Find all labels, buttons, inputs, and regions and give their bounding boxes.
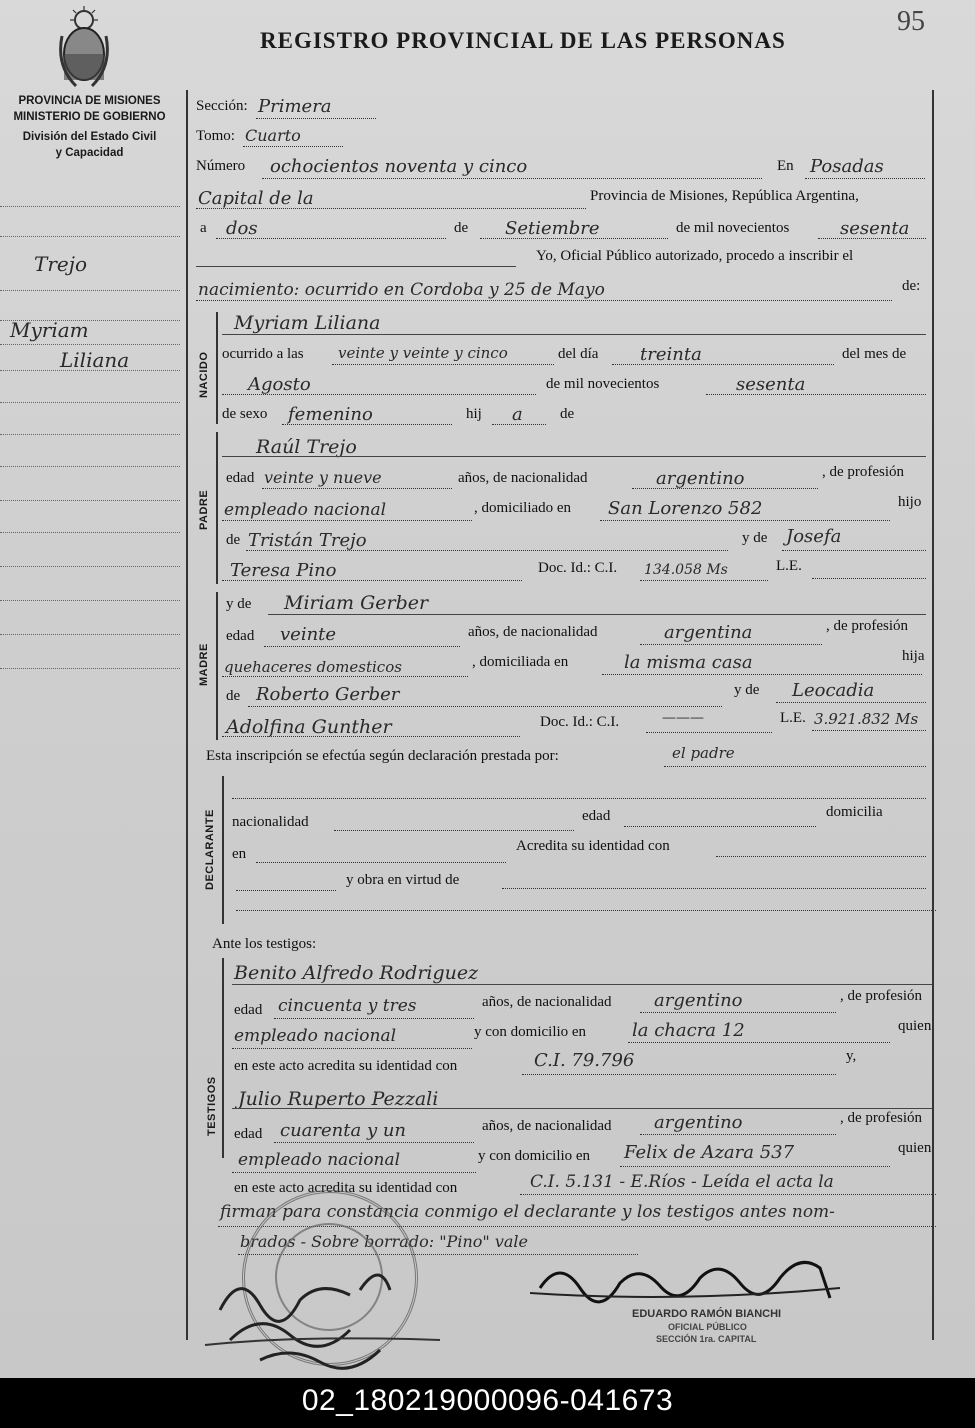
nacido-dia-value: treinta (640, 344, 702, 365)
testigo-1-quien: quien (898, 1018, 932, 1034)
madre-doc-label: Doc. Id.: C.I. (540, 714, 620, 730)
declarante-domicilia-label: domicilia (826, 804, 883, 820)
declarante-intro-value: el padre (672, 744, 735, 762)
testigo-2-nac-label: años, de nacionalidad (482, 1118, 612, 1134)
margin-line (0, 236, 180, 237)
margin-line (0, 566, 180, 567)
padre-doc-line (640, 580, 768, 581)
org-capacity: y Capacidad (55, 147, 124, 159)
del-dia-label: del día (558, 346, 599, 362)
madre-name: Miriam Gerber (284, 592, 429, 614)
testigo-2-nac: argentino (654, 1112, 743, 1133)
declarante-en-label: en (232, 846, 247, 862)
testigo-2-edad-label: edad (234, 1126, 263, 1142)
en-line (805, 178, 925, 179)
margin-line (0, 434, 180, 435)
padre-father-value: Tristán Trejo (248, 530, 367, 551)
padre-mother-line-1 (782, 550, 926, 551)
hora-value: veinte y veinte y cinco (338, 344, 508, 362)
testigo-2-doc-line (520, 1194, 936, 1195)
madre-prof-line (222, 676, 468, 677)
nacido-name: Myriam Liliana (234, 312, 381, 334)
margin-given-name-2: Liliana (60, 348, 130, 372)
provincia-text: Provincia de Misiones, República Argentina, (590, 188, 859, 204)
declarante-edad-label: edad (582, 808, 611, 824)
nacido-de-label: de (560, 406, 575, 422)
testigos-tab: TESTIGOS (206, 1076, 218, 1136)
declarante-obra-line (502, 888, 926, 889)
madre-y-de-label: y de (226, 596, 252, 612)
testigo-2-acredita-label: en este acto acredita su identidad con (234, 1180, 458, 1196)
margin-line (0, 532, 180, 533)
testigo-1-prof-label: , de profesión (840, 988, 923, 1004)
official-stamp-title: OFICIAL PÚBLICO (668, 1322, 747, 1332)
padre-mother-line-2 (222, 580, 522, 581)
madre-y-de2-label: y de (734, 682, 760, 698)
de-colon: de: (902, 278, 921, 294)
declarante-extra-line (236, 910, 936, 911)
madre-mother-value-1: Leocadia (792, 680, 875, 701)
padre-edad-label: edad (226, 470, 255, 486)
padre-y-de-label: y de (742, 530, 768, 546)
tomo-value: Cuarto (245, 126, 301, 145)
madre-le-label: L.E. (780, 710, 806, 726)
closing-line-2: brados - Sobre borrado: "Pino" vale (240, 1232, 528, 1251)
page-number: 95 (897, 6, 925, 37)
acto-line (196, 300, 892, 301)
padre-dom-value: San Lorenzo 582 (608, 498, 763, 519)
padre-edad-line (262, 488, 452, 489)
padre-tab: PADRE (198, 489, 210, 530)
padre-father-line (246, 550, 728, 551)
en-value: Posadas (810, 156, 884, 177)
hora-line (332, 364, 554, 365)
padre-nac-label: años, de nacionalidad (458, 470, 588, 486)
declarante-en-line (256, 862, 506, 863)
seccion-label: Sección: (196, 98, 248, 114)
testigo-2-nac-line (640, 1134, 836, 1135)
sexo-value: femenino (288, 404, 373, 425)
madre-mother-line-2 (222, 736, 520, 737)
nacido-name-line (222, 334, 926, 335)
testigo-1-name-line (232, 984, 932, 985)
margin-line (0, 290, 180, 291)
declarante-obra-pre-line (236, 890, 336, 891)
testigo-2-edad: cuarenta y un (280, 1120, 407, 1141)
official-stamp-name: EDUARDO RAMÓN BIANCHI (632, 1308, 782, 1320)
dia-value: dos (226, 218, 258, 239)
page-title: REGISTRO PROVINCIAL DE LAS PERSONAS (260, 28, 786, 53)
testigo-1-dom: la chacra 12 (632, 1020, 745, 1041)
mes-line (480, 238, 668, 239)
testigo-1-nac-line (640, 1012, 836, 1013)
acto-value: nacimiento: ocurrido en Cordoba y 25 de Mayo (198, 280, 605, 300)
testigo-1-dom-label: y con domicilio en (474, 1024, 587, 1040)
capital-line (196, 208, 586, 209)
declarante-nac-label: nacionalidad (232, 814, 309, 830)
blank-line (196, 266, 516, 267)
madre-doc-line (646, 732, 772, 733)
padre-name: Raúl Trejo (256, 436, 357, 458)
testigo-2-quien: quien (898, 1140, 932, 1156)
testigo-1-prof-line (232, 1048, 472, 1049)
padre-bracket (216, 432, 218, 584)
nacido-bracket (216, 312, 218, 424)
madre-nac-value: argentina (664, 622, 753, 643)
margin-line (0, 668, 180, 669)
declarante-intro: Esta inscripción se efectúa según declaración prestada por: (206, 748, 559, 764)
testigo-2-edad-line (274, 1142, 474, 1143)
madre-edad-label: edad (226, 628, 255, 644)
testigo-1-y: y, (846, 1048, 857, 1064)
hij-label: hij (466, 406, 482, 422)
org-division: División del Estado Civil (22, 131, 157, 143)
capital-value: Capital de la (198, 188, 314, 209)
hij-line (492, 424, 546, 425)
padre-prof-line (222, 520, 472, 521)
mil-text: de mil novecientos (676, 220, 790, 236)
margin-line (0, 344, 180, 345)
padre-doc-label: Doc. Id.: C.I. (538, 560, 618, 576)
testigo-1-doc: C.I. 79.796 (534, 1050, 635, 1071)
sexo-line (282, 424, 452, 425)
document-code: 02_180219000096-041673 (301, 1384, 674, 1417)
padre-dom-label: , domiciliado en (474, 500, 572, 516)
numero-label: Número (196, 158, 246, 174)
padre-name-line (222, 456, 926, 457)
padre-dom-line (600, 520, 890, 521)
testigos-intro: Ante los testigos: (212, 936, 317, 952)
testigo-1-nac-label: años, de nacionalidad (482, 994, 612, 1010)
numero-line (262, 178, 762, 179)
madre-name-line (268, 614, 926, 615)
madre-dom-label: , domiciliada en (472, 654, 569, 670)
closing-line-1: firman para constancia conmigo el declarante y los testigos antes nom- (220, 1202, 835, 1222)
testigo-2-dom-line (620, 1166, 890, 1167)
testigo-1-name: Benito Alfredo Rodriguez (234, 962, 479, 984)
madre-father-value: Roberto Gerber (256, 684, 400, 705)
declarante-edad-line (624, 826, 816, 827)
margin-given-name-1: Myriam (10, 318, 89, 342)
padre-prof-label: , de profesión (822, 464, 905, 480)
declarante-acredita-label: Acredita su identidad con (516, 838, 670, 854)
madre-mother-line-1 (776, 702, 926, 703)
padre-hijo-label: hijo (898, 494, 922, 510)
declarante-name-line (232, 798, 926, 799)
nacido-tab: NACIDO (198, 351, 210, 398)
dia-line (216, 238, 446, 239)
testigo-2-dom: Felix de Azara 537 (624, 1142, 795, 1163)
madre-le-line (812, 730, 926, 731)
coat-of-arms-icon (56, 6, 112, 92)
testigo-2-name: Julio Ruperto Pezzali (238, 1088, 439, 1110)
madre-doc-value: ——— (662, 710, 704, 726)
madre-mother-value-2: Adolfina Gunther (226, 716, 392, 738)
padre-mother-value-1: Josefa (786, 526, 842, 547)
testigo-2-dom-label: y con domicilio en (478, 1148, 591, 1164)
tomo-line (243, 146, 343, 147)
testigos-bracket (222, 958, 224, 1158)
testigo-1-edad: cincuenta y tres (278, 996, 417, 1016)
official-stamp-section: SECCIÓN 1ra. CAPITAL (656, 1334, 757, 1344)
seccion-line (256, 118, 376, 119)
madre-bracket (216, 592, 218, 740)
testigo-1-nac: argentino (654, 990, 743, 1011)
padre-mother-value-2: Teresa Pino (230, 560, 337, 581)
tomo-label: Tomo: (196, 128, 235, 144)
nacido-mes-value: Agosto (248, 374, 311, 395)
testigo-1-doc-line (522, 1074, 836, 1075)
madre-le-value: 3.921.832 Ms (814, 710, 919, 728)
nacido-mil-label: de mil novecientos (546, 376, 660, 392)
ocurrido-label: ocurrido a las (222, 346, 304, 362)
seccion-value: Primera (258, 96, 332, 117)
padre-doc-value: 134.058 Ms (644, 562, 728, 578)
testigo-1-edad-label: edad (234, 1002, 263, 1018)
anio-line (818, 238, 926, 239)
madre-father-line (248, 706, 722, 707)
hij-value: a (512, 404, 523, 425)
madre-nac-line (640, 644, 822, 645)
declarante-obra-label: y obra en virtud de (346, 872, 460, 888)
margin-line (0, 634, 180, 635)
de-label: de (454, 220, 469, 236)
testigo-1-dom-line (628, 1042, 890, 1043)
padre-le-label: L.E. (776, 558, 802, 574)
testigo-2-prof: empleado nacional (238, 1150, 401, 1170)
del-mes-label: del mes de (842, 346, 907, 362)
padre-de-label: de (226, 532, 241, 548)
madre-prof-value: quehaceres domesticos (224, 658, 402, 676)
en-label: En (777, 158, 794, 174)
padre-nac-value: argentino (656, 468, 745, 489)
testigo-1-edad-line (274, 1018, 474, 1019)
testigo-2-prof-label: , de profesión (840, 1110, 923, 1126)
madre-dom-line (602, 674, 922, 675)
declarante-nac-line (334, 830, 574, 831)
margin-line (0, 600, 180, 601)
testigo-2-prof-line (232, 1172, 476, 1173)
declarante-tab: DECLARANTE (204, 809, 216, 890)
testigo-2-name-line (232, 1108, 932, 1109)
sexo-label: de sexo (222, 406, 268, 422)
declarante-acredita-line (716, 856, 926, 857)
oficial-text: Yo, Oficial Público autorizado, procedo a inscribir el (536, 248, 854, 264)
nacido-anio-value: sesenta (736, 374, 806, 395)
madre-dom-value: la misma casa (624, 652, 753, 673)
padre-le-line (812, 578, 926, 579)
nacido-dia-line (612, 364, 834, 365)
margin-line (0, 466, 180, 467)
madre-prof-label: , de profesión (826, 618, 909, 634)
padre-prof-value: empleado nacional (224, 500, 387, 520)
org-ministry: MINISTERIO DE GOBIERNO (13, 111, 166, 123)
margin-line (0, 500, 180, 501)
right-frame-line (932, 90, 934, 1340)
testigo-1-prof: empleado nacional (234, 1026, 397, 1046)
org-province: PROVINCIA DE MISIONES (18, 95, 161, 107)
margin-line (0, 402, 180, 403)
padre-edad-value: veinte y nueve (264, 468, 382, 487)
numero-value: ochocientos noventa y cinco (270, 156, 528, 177)
madre-edad-line (264, 646, 460, 647)
a-label: a (200, 220, 207, 236)
testigo-1-acredita-label: en este acto acredita su identidad con (234, 1058, 458, 1074)
padre-nac-line (632, 488, 818, 489)
madre-tab: MADRE (198, 643, 210, 686)
left-frame-line (186, 90, 188, 1340)
madre-de-label: de (226, 688, 241, 704)
madre-hija-label: hija (902, 648, 925, 664)
anio-value: sesenta (840, 218, 910, 239)
nacido-anio-line (706, 394, 926, 395)
mes-value: Setiembre (505, 218, 600, 239)
testigo-2-doc: C.I. 5.131 - E.Ríos - Leída el acta la (530, 1172, 834, 1192)
witness-signatures-icon (200, 1250, 460, 1378)
declarante-intro-line (664, 766, 926, 767)
madre-edad-value: veinte (280, 624, 337, 645)
margin-surname: Trejo (34, 252, 87, 276)
declarante-bracket (222, 776, 224, 924)
nacido-mes-line (222, 394, 536, 395)
madre-nac-label: años, de nacionalidad (468, 624, 598, 640)
margin-line (0, 206, 180, 207)
